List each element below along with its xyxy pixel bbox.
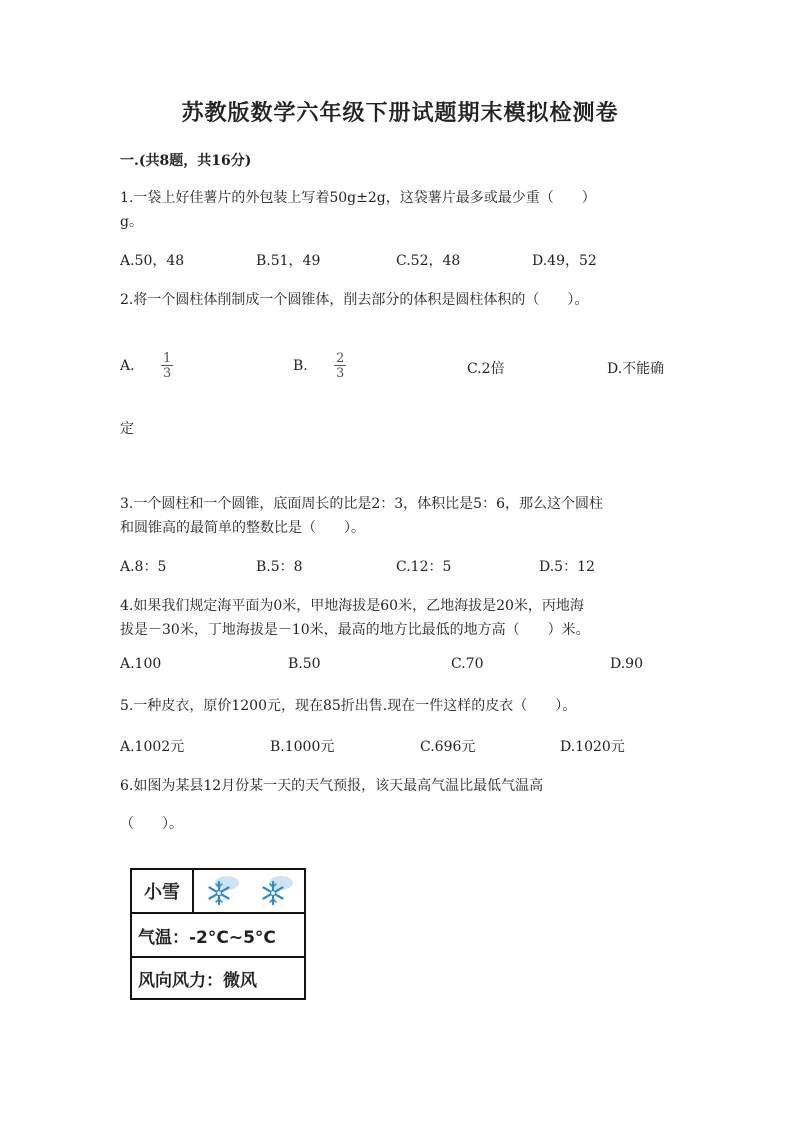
page-title: 苏教版数学六年级下册试题期末模拟检测卷: [181, 100, 619, 126]
question-3-option-b: B.5：8: [256, 559, 303, 575]
weather-wind: 风向风力：微风: [138, 970, 257, 991]
question-1-line-1: 1.一袋上好佳薯片的外包装上写着50g±2g，这袋薯片最多或最少重（ ）: [120, 190, 596, 206]
fraction-denominator: 3: [336, 366, 345, 381]
question-3-line-1: 3.一个圆柱和一个圆锥，底面周长的比是2：3，体积比是5：6，那么这个圆柱: [120, 496, 603, 512]
question-3-option-a: A.8：5: [120, 559, 167, 575]
question-2-option-a-fraction: [161, 352, 173, 380]
question-5-option-a: A.1002元: [120, 739, 185, 755]
weather-temperature: 气温：-2°C~5°C: [138, 927, 276, 948]
question-6-line-2: （ ）。: [120, 816, 183, 832]
question-1-option-c: C.52，48: [396, 253, 461, 269]
question-3: [120, 492, 680, 540]
question-6: [120, 774, 680, 836]
question-3-option-d: D.5：12: [539, 559, 595, 575]
question-2-text: 2.将一个圆柱体削制成一个圆锥体，削去部分的体积是圆柱体积的（ ）。: [120, 292, 589, 308]
question-4-option-b: B.50: [288, 656, 321, 672]
question-1: [120, 186, 680, 234]
fraction-denominator: 3: [163, 366, 172, 381]
fraction-numerator: 2: [336, 351, 345, 366]
question-5-option-d: D.1020元: [560, 739, 625, 755]
weather-forecast-card: [130, 868, 306, 1000]
weather-wind-row: [132, 958, 304, 998]
weather-temperature-row: [132, 914, 304, 958]
question-3-option-c: C.12：5: [396, 559, 452, 575]
question-2-option-b-fraction: [334, 352, 346, 380]
question-2-option-c: C.2倍: [467, 361, 505, 377]
question-2-option-d-continued: 定: [120, 421, 134, 437]
question-4-option-c: C.70: [451, 656, 484, 672]
question-5-text: 5.一种皮衣，原价1200元，现在85折出售.现在一件这样的皮衣（ ）。: [120, 698, 577, 714]
question-1-option-d: D.49，52: [532, 253, 597, 269]
question-4-option-d: D.90: [610, 656, 643, 672]
question-2-option-a-label: A.: [120, 358, 135, 374]
question-5-option-c: C.696元: [420, 739, 476, 755]
section-heading: 一.(共8题，共16分): [120, 153, 252, 169]
question-4-option-a: A.100: [120, 656, 162, 672]
question-4-line-2: 拔是－30米，丁地海拔是－10米，最高的地方比最低的地方高（ ）米。: [120, 622, 590, 638]
question-6-line-1: 6.如图为某县12月份某一天的天气预报，该天最高气温比最低气温高: [120, 778, 544, 794]
question-1-option-b: B.51，49: [256, 253, 321, 269]
question-5-option-b: B.1000元: [270, 739, 335, 755]
question-2: [120, 288, 680, 312]
snowflake-cloud-icon: [257, 874, 297, 908]
weather-condition-row: [132, 870, 304, 914]
weather-icons: [196, 870, 304, 912]
question-3-line-2: 和圆锥高的最简单的整数比是（ ）。: [120, 520, 365, 536]
question-4-line-1: 4.如果我们规定海平面为0米，甲地海拔是60米，乙地海拔是20米，丙地海: [120, 598, 584, 614]
question-4: [120, 594, 680, 642]
question-5: [120, 694, 680, 718]
snowflake-cloud-icon: [203, 874, 243, 908]
question-2-option-d: D.不能确: [607, 361, 665, 377]
question-1-line-2: g。: [120, 214, 143, 230]
question-2-option-b-label: B.: [293, 358, 308, 374]
weather-condition: 小雪: [132, 870, 194, 912]
fraction-numerator: 1: [163, 351, 172, 366]
question-1-option-a: A.50，48: [120, 253, 185, 269]
